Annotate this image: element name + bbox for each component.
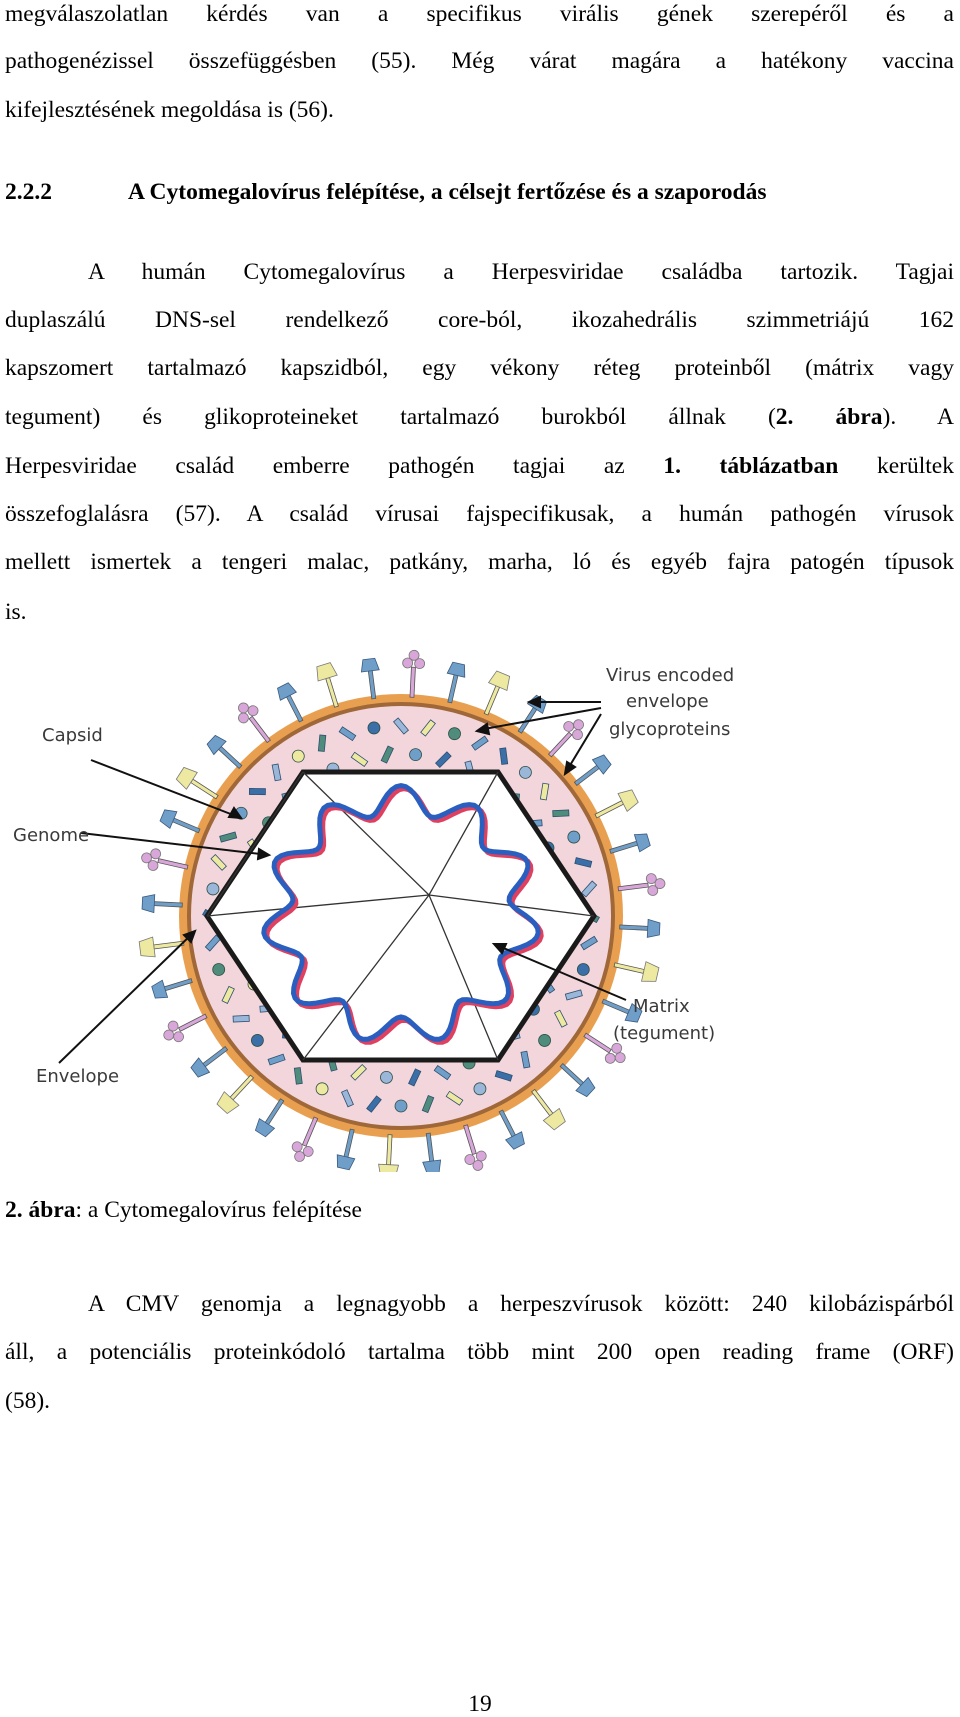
glycoprotein-spike: [555, 1058, 597, 1098]
glycoprotein-spike: [139, 933, 185, 958]
label-matrix-2: (tegument): [613, 1023, 716, 1044]
figure-ref-inline: 2. ábra: [775, 404, 883, 430]
glycoprotein-spike: [139, 846, 190, 878]
glycoprotein-spike: [619, 918, 660, 938]
cmv-structure-figure: [9, 645, 792, 1172]
label-matrix-1: Matrix: [633, 996, 690, 1017]
caption-ref: 2. ábra: [5, 1197, 76, 1223]
glycoprotein-spike: [232, 697, 278, 748]
p1-line4-text-b: ). A: [882, 404, 954, 430]
glycoprotein-spike: [570, 752, 613, 790]
glycoprotein-spike: [441, 661, 467, 704]
glycoprotein-spike: [360, 658, 383, 700]
intro-line-1: megválaszolatlan kérdés van a specifikus virális gének szerepéről és a: [5, 1, 954, 27]
glycoprotein-spike: [419, 1132, 442, 1172]
tegument-protein: [249, 788, 265, 794]
p1-line4-text-a: tegument) és glikoproteineket tartalmazó burokból állnak (: [5, 404, 776, 430]
tegument-protein: [519, 766, 531, 778]
label-envelope: Envelope: [36, 1066, 120, 1087]
label-capsid: Capsid: [42, 725, 103, 746]
table-ref-inline: 1. táblázatban: [663, 453, 839, 479]
figure-caption: [5, 1196, 362, 1224]
paragraph1-line-1: A humán Cytomegalovírus a Herpesviridae családba tartozik. Tagjai: [88, 259, 954, 285]
tegument-protein: [368, 722, 380, 734]
label-genome: Genome: [13, 825, 90, 846]
p1-line5-text-a: Herpesviridae család emberre pathogén tagjai az: [5, 453, 664, 479]
glycoprotein-spike: [335, 1127, 361, 1170]
label-glycoproteins-1: Virus encoded: [606, 665, 735, 686]
tegument-protein: [207, 883, 219, 895]
tegument-protein: [474, 1083, 486, 1095]
glycoprotein-spike: [401, 650, 425, 698]
glycoprotein-spike: [189, 1041, 232, 1079]
glycoprotein-spike: [525, 1085, 568, 1132]
cmv-diagram: [9, 645, 792, 1172]
glycoprotein-spike: [612, 955, 659, 984]
tegument-protein: [316, 1083, 328, 1095]
tegument-protein: [318, 735, 325, 751]
paragraph1-line-8: is.: [5, 599, 27, 625]
paragraph1-line-6: összefoglalásra (57). A család vírusai fajspecifikusak, a humán pathogén vírusok: [5, 501, 954, 527]
tegument-protein: [410, 749, 422, 761]
p1-line5-text-b: kerültek: [838, 453, 954, 479]
tegument-protein: [251, 1034, 263, 1046]
tegument-protein: [539, 1034, 551, 1046]
intro-line-2: pathogenézissel összefüggésben (55). Még várat magára a hatékony vaccina: [5, 48, 954, 74]
paragraph2-line-1: A CMV genomja a legnagyobb a herpeszvírusok között: 240 kilobázispárból: [88, 1291, 954, 1317]
tegument-protein: [577, 964, 589, 976]
tegument-protein: [449, 728, 461, 740]
tegument-protein: [395, 1100, 407, 1112]
paragraph1-line-3: kapszomert tartalmazó kapszidból, egy vékony réteg proteinből (mátrix vagy: [5, 355, 954, 381]
tegument-protein: [380, 1071, 392, 1083]
label-glycoproteins-2: envelope: [626, 691, 709, 712]
tegument-protein: [553, 810, 569, 817]
glycoprotein-spike: [205, 733, 247, 773]
section-title: A Cytomegalovírus felépítése, a célsejt fertőzése és a szaporodás: [128, 179, 767, 205]
paragraph2-line-2: áll, a potenciális proteinkódoló tartalma több mint 200 open reading frame (ORF): [5, 1339, 954, 1365]
paragraph2-line-3: (58).: [5, 1388, 51, 1414]
tegument-protein: [292, 750, 304, 762]
paragraph1-line-7: mellett ismertek a tengeri malac, patkány, marha, ló és egyéb fajra patogén típusok: [5, 549, 954, 575]
section-number: 2.2.2: [5, 179, 52, 205]
paragraph1-line-4: [5, 403, 954, 431]
glycoprotein-spike: [617, 872, 666, 900]
caption-text: : a Cytomegalovírus felépítése: [75, 1197, 362, 1223]
tegument-protein: [568, 831, 580, 843]
page-number: 19: [468, 1691, 492, 1717]
tegument-protein: [213, 964, 225, 976]
tegument-protein: [233, 1015, 249, 1022]
glycoprotein-spike: [142, 894, 183, 914]
glycoprotein-spike: [215, 1070, 260, 1116]
glycoprotein-spike: [378, 1134, 400, 1172]
paragraph1-line-5: [5, 452, 954, 480]
intro-line-3: kifejlesztésének megoldása is (56).: [5, 97, 334, 123]
paragraph1-line-2: duplaszálú DNS-sel rendelkező core-ból, ikozahedrális szimmetriájú 162: [5, 307, 954, 333]
label-glycoproteins-3: glycoproteins: [609, 719, 731, 740]
